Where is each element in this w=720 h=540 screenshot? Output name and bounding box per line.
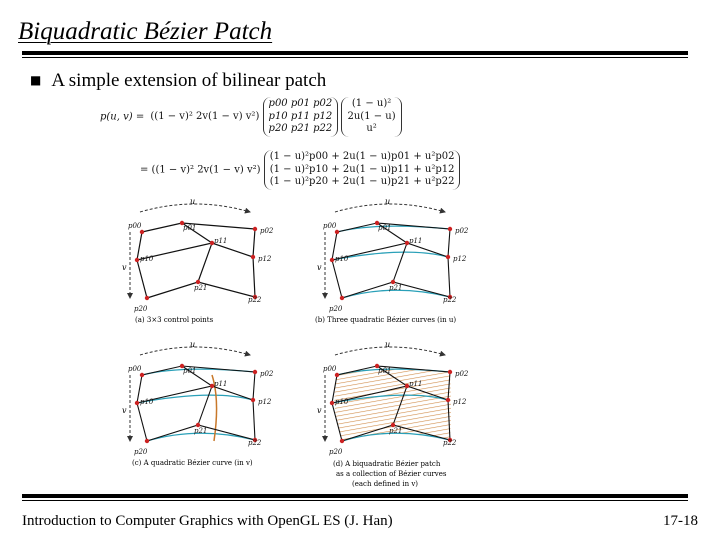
- caption-d-line1: (d) A biquadratic Bézier patch: [333, 460, 441, 468]
- point-label: p00: [323, 365, 337, 373]
- point-label: p12: [453, 255, 467, 263]
- point-label: p12: [258, 398, 272, 406]
- point-label: p21: [194, 284, 208, 292]
- eq2-row: (1 − u)²p10 + 2u(1 − u)p11 + u²p12: [269, 163, 455, 175]
- point-label: p21: [194, 427, 208, 435]
- point-label: p01: [183, 367, 197, 375]
- panel-a: [122, 197, 274, 324]
- point-label: p02: [455, 227, 469, 235]
- point-label: p10: [335, 255, 349, 263]
- panel-c: [122, 340, 274, 467]
- point-label: p20: [134, 448, 148, 456]
- point-label: p00: [323, 222, 337, 230]
- point-label: p10: [140, 255, 154, 263]
- point-label: p11: [409, 380, 423, 388]
- control-net: [253, 229, 255, 297]
- control-net: [137, 243, 253, 260]
- eq2-row: (1 − u)²p20 + 2u(1 − u)p21 + u²p22: [269, 176, 455, 187]
- eq-lhs: p(u, v) =: [100, 111, 145, 123]
- axis-v-label: v: [122, 263, 127, 272]
- footer-rule-thin: [22, 500, 688, 501]
- eq-p-row: p00 p01 p02: [268, 98, 333, 109]
- point-label: p12: [453, 398, 467, 406]
- point-label: p22: [248, 296, 262, 304]
- footer-rule: [22, 494, 688, 498]
- axis-u-label: u: [190, 197, 196, 206]
- caption-d-line3: (each defined in v): [352, 480, 419, 488]
- eq-p-row: p20 p21 p22: [268, 123, 333, 134]
- axis-v-label: v: [122, 406, 127, 415]
- caption-c: (c) A quadratic Bézier curve (in v): [132, 459, 253, 467]
- point-label: p02: [260, 227, 274, 235]
- point-label: p11: [214, 237, 228, 245]
- axis-u-label: u: [190, 340, 196, 349]
- point-label: p22: [443, 439, 457, 447]
- point-label: p22: [248, 439, 262, 447]
- point-label: p01: [378, 224, 392, 232]
- control-net: [142, 223, 255, 232]
- point-label: p10: [335, 398, 349, 406]
- axis-v-label: v: [317, 263, 322, 272]
- bullet-square-icon: ■: [30, 73, 42, 87]
- point-label: p01: [378, 367, 392, 375]
- slide-title: Biquadratic Bézier Patch: [18, 18, 273, 45]
- point-label: p21: [389, 284, 403, 292]
- point-label: p10: [140, 398, 154, 406]
- point-label: p00: [128, 365, 142, 373]
- point-label: p01: [183, 224, 197, 232]
- point-label: p11: [409, 237, 423, 245]
- axis-u-label: u: [385, 197, 391, 206]
- eq-p-row: p10 p11 p12: [268, 110, 333, 122]
- eq2-lhs: = ((1 − v)² 2v(1 − v) v²): [140, 164, 261, 176]
- point-label: p20: [329, 305, 343, 313]
- point-label: p11: [214, 380, 228, 388]
- footer-text: Introduction to Computer Graphics with OpenGL ES (J. Han): [22, 513, 393, 529]
- panel-b: [315, 197, 469, 324]
- bullet-text: A simple extension of bilinear patch: [51, 70, 327, 91]
- point-label: p00: [128, 222, 142, 230]
- point-label: p20: [329, 448, 343, 456]
- point-label: p21: [389, 427, 403, 435]
- eq-u-entry: u²: [366, 123, 377, 134]
- point-label: p02: [455, 370, 469, 378]
- point-label: p02: [260, 370, 274, 378]
- point-label: p22: [443, 296, 457, 304]
- axis-u-label: u: [385, 340, 391, 349]
- bezier-curve-u: [337, 226, 450, 232]
- eq-v-row: ((1 − v)² 2v(1 − v) v²): [150, 111, 260, 123]
- point-label: p20: [134, 305, 148, 313]
- page-number: 17-18: [663, 513, 698, 529]
- caption-a: (a) 3×3 control points: [135, 316, 214, 324]
- axis-v-label: v: [317, 406, 322, 415]
- eq-u-entry: (1 − u)²: [351, 98, 392, 109]
- eq2-row: (1 − u)²p00 + 2u(1 − u)p01 + u²p02: [269, 151, 455, 162]
- panel-d: [317, 340, 469, 488]
- caption-b: (b) Three quadratic Bézier curves (in u): [315, 316, 457, 324]
- eq-u-entry: 2u(1 − u): [347, 110, 396, 122]
- point-label: p12: [258, 255, 272, 263]
- caption-d-line2: as a collection of Bézier curves: [336, 470, 447, 478]
- control-net: [137, 232, 147, 298]
